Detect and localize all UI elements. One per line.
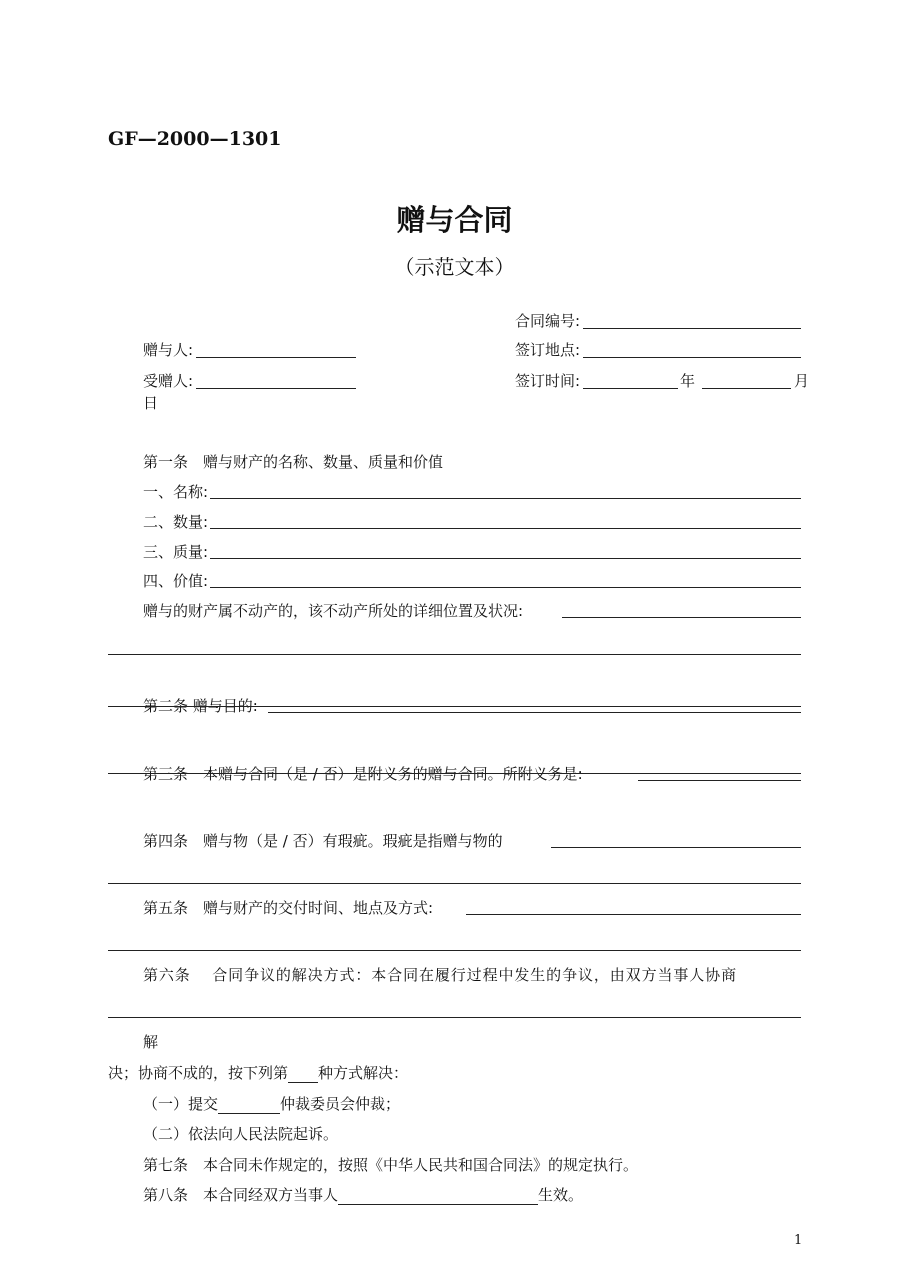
article4-field[interactable] xyxy=(551,847,801,848)
month-field[interactable] xyxy=(702,388,791,389)
place-field[interactable] xyxy=(583,357,801,358)
option1-text-b: 仲裁委员会仲裁； xyxy=(280,1095,401,1113)
contract-no-field[interactable] xyxy=(583,328,801,329)
article8-text-b: 生效。 xyxy=(538,1186,584,1204)
year-label: 年 xyxy=(680,372,696,390)
name-field[interactable] xyxy=(210,498,801,499)
donee-field[interactable] xyxy=(196,388,356,389)
place-label: 签订地点: xyxy=(515,341,581,359)
article8-field[interactable] xyxy=(338,1187,538,1205)
quantity-field[interactable] xyxy=(210,528,801,529)
article3-strike xyxy=(108,773,801,774)
article3-label: 第三条 本赠与合同（是 / 否）是附义务的赠与合同。所附义务是: xyxy=(143,765,583,783)
time-label: 签订时间: xyxy=(515,372,581,390)
article6-cont2 xyxy=(108,1063,408,1083)
year-field[interactable] xyxy=(583,388,678,389)
article2-label: 第二条 赠与目的: xyxy=(143,697,258,715)
month-label: 月 xyxy=(794,372,810,390)
name-label: 一、名称: xyxy=(143,483,209,501)
method-number-field[interactable] xyxy=(288,1065,318,1083)
option1 xyxy=(143,1094,400,1114)
article6-cont2-text-a: 决；协商不成的，按下列第 xyxy=(108,1064,289,1082)
donor-field[interactable] xyxy=(196,357,356,358)
article7-text: 第七条 本合同未作规定的，按照《中华人民共和国合同法》的规定执行。 xyxy=(143,1156,639,1174)
value-field[interactable] xyxy=(210,587,801,588)
donor-label: 赠与人: xyxy=(143,341,194,359)
article6-rule xyxy=(108,1017,801,1018)
value-label: 四、价值: xyxy=(143,572,209,590)
contract-no-label: 合同编号: xyxy=(515,312,581,330)
quality-label: 三、质量: xyxy=(143,543,209,561)
option2: （二）依法向人民法院起诉。 xyxy=(143,1125,339,1143)
article5-field-2[interactable] xyxy=(108,950,801,951)
article6-cont2-text-b: 种方式解决： xyxy=(318,1064,409,1082)
article8 xyxy=(143,1185,583,1205)
document-code: GF—2000—1301 xyxy=(108,128,282,150)
realestate-field-2[interactable] xyxy=(108,654,801,655)
quantity-label: 二、数量: xyxy=(143,513,209,531)
article1-title: 第一条 赠与财产的名称、数量、质量和价值 xyxy=(143,453,444,471)
article4-field-2[interactable] xyxy=(108,883,801,884)
arbitration-commission-field[interactable] xyxy=(218,1096,280,1114)
page-number: 1 xyxy=(794,1233,803,1248)
article6-cont1: 解 xyxy=(143,1033,159,1051)
article5-field[interactable] xyxy=(466,914,801,915)
realestate-label: 赠与的财产属不动产的，该不动产所处的详细位置及状况: xyxy=(143,602,524,620)
article3-field[interactable] xyxy=(638,780,801,781)
quality-field[interactable] xyxy=(210,558,801,559)
article4-label: 第四条 赠与物（是 / 否）有瑕疵。瑕疵是指赠与物的 xyxy=(143,832,503,850)
article5-label: 第五条 赠与财产的交付时间、地点及方式: xyxy=(143,899,434,917)
article2-strike xyxy=(108,706,801,707)
donee-label: 受赠人: xyxy=(143,372,194,390)
realestate-field[interactable] xyxy=(562,617,801,618)
page-title: 赠与合同 xyxy=(396,203,513,237)
article6-text: 第六条 合同争议的解决方式：本合同在履行过程中发生的争议，由双方当事人协商 xyxy=(143,966,737,984)
page-subtitle: （示范文本） xyxy=(394,255,515,279)
day-label: 日 xyxy=(143,394,159,412)
article8-text-a: 第八条 本合同经双方当事人 xyxy=(143,1186,339,1204)
article2-field[interactable] xyxy=(268,712,801,713)
option1-text-a: （一）提交 xyxy=(143,1095,219,1113)
